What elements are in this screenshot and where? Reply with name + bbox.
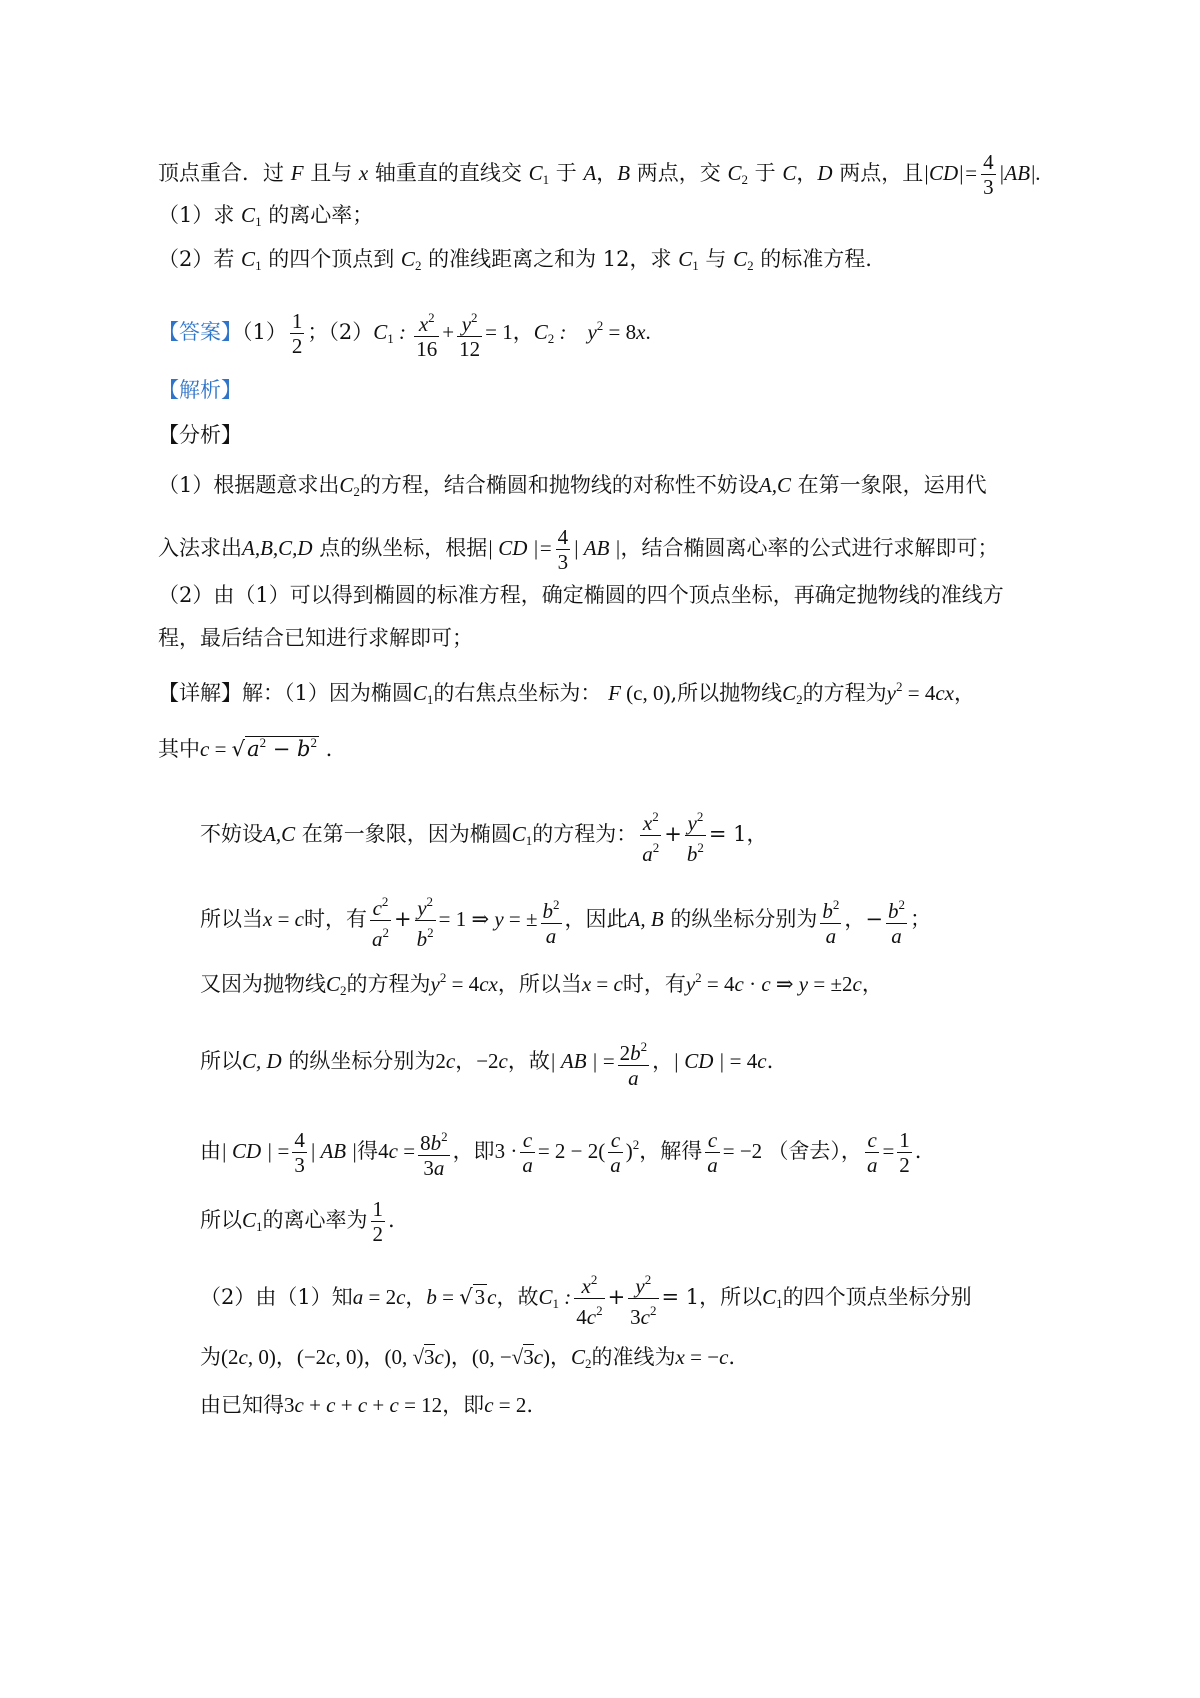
text: 的方程为 [802, 681, 887, 705]
text: 所以 [200, 1049, 242, 1073]
text: 的纵坐标分别为 [288, 1049, 436, 1073]
text: 解：（1）因为椭圆 [242, 681, 413, 705]
fenxi-tag: 【分析】 [158, 423, 242, 447]
detail-line-5: 又因为抛物线$C_2$的方程为$y^2 = 4cx$，所以当x = c时，有$y^2 = 4c \cdot c$ ⇒ y = ±2c， [200, 970, 883, 998]
text: 轴重直的直线交 [368, 161, 529, 185]
math: $y^2 = 4cx$ [430, 970, 498, 996]
analysis-line-2 [158, 525, 998, 574]
math: c = [200, 737, 227, 761]
math: |AB|. [998, 161, 1042, 185]
math: $C_1$ [528, 161, 550, 187]
math: |CD|= [923, 161, 979, 185]
text: ， [796, 161, 818, 185]
fraction: $\frac{c}{a}$ [866, 1128, 878, 1177]
text: 的标准方程. [753, 247, 872, 271]
math: | CD |= [487, 536, 553, 560]
math: $C_1$ [412, 681, 434, 707]
text: 其中 [158, 737, 200, 761]
text: （2）由（1）知 [200, 1285, 353, 1309]
text: （舍去）， [767, 1139, 862, 1163]
detail-line-9: （2）由（1）知a = 2c，b = √3c，故$C_1$ : $\frac{x^2}{4c^2}$ + $\frac{y^2}{3c^2}$ = 1，所以$C_1$的四个顶点坐标分别 [200, 1268, 972, 1329]
question-2 [158, 244, 872, 281]
math: (2c, 0)，(−2c, 0)，(0, √3c)，(0, −√3c)， [221, 1345, 572, 1369]
fraction: $\frac{b^2}{a}$ [541, 893, 562, 948]
text: 的准线距离之和为 12，求 [421, 247, 679, 271]
math: $C_1$ [762, 1285, 783, 1311]
detail-line-7: 由| CD | = $\frac{4}{3}$ | AB |得4c = $\frac{8b^2}{3a}$ ，即3 · $\frac{c}{a}$ = 2 − 2( $\frac{c}{a}$ )$^2$，解得 $\frac{c}{a}$ = −2 （舍去）， $\frac{c}{a}$ = $\frac{1}{2}$ . [200, 1125, 921, 1180]
math: 2c，−2c [435, 1049, 508, 1073]
fraction: $\frac{4}{3}$ [983, 150, 994, 199]
text: 的纵坐标分别为 [670, 907, 818, 931]
math: A,C [263, 822, 296, 846]
fraction: $\frac{c^2}{a^2}$ [370, 890, 391, 951]
sqrt: $√a^2 - b^2$ [231, 735, 317, 761]
fraction: $\frac{c}{a}$ [522, 1128, 533, 1177]
text: 两点，交 [630, 161, 728, 185]
math: 4c = [378, 1139, 416, 1163]
problem-line-1 [158, 150, 1041, 199]
analysis-line-3: （2）由（1）可以得到椭圆的标准方程，确定椭圆的四个顶点坐标，再确定抛物线的准线方 [158, 583, 1004, 607]
math: $C_2$ : $y^2 = 8x$ [533, 318, 646, 346]
detail-line-1: 【详解】解：（1）因为椭圆$C_1$的右焦点坐标为： F (c, 0),所以抛物线$C_2$的方程为$y^2 = 4cx$， [158, 679, 975, 707]
fraction: $\frac{x^2}{a^2}$ [640, 805, 661, 866]
detail-line-4: 所以当x = c时，有 $\frac{c^2}{a^2}$ + $\frac{y^2}{b^2}$ = 1 ⇒ y = ± $\frac{b^2}{a}$ ，因此A, B 的纵坐标分别为 $\frac{b^2}{a}$ ，− $\frac{b^2}{a}$ ； [200, 890, 931, 951]
text: ，解得 [639, 1139, 703, 1163]
fraction: $\frac{4}{3}$ [557, 525, 569, 574]
text: 在第一象限，因为椭圆 [301, 822, 512, 846]
sqrt: √3c [459, 1285, 497, 1309]
fraction: $\frac{y^2}{3c^2}$ [628, 1268, 658, 1329]
text: 由 [200, 1139, 221, 1163]
text: 点的纵坐标，根据 [319, 536, 488, 560]
math: $C_2$ [326, 972, 347, 998]
detail-line-2: 其中$c = √a^2 - b^2$ . [158, 728, 332, 764]
text: ,所以抛物线 [670, 681, 783, 705]
analysis-line-1 [158, 470, 987, 507]
math: A, B [627, 907, 664, 931]
text: 的右焦点坐标为： [433, 681, 602, 705]
text: 的方程为 [346, 972, 431, 996]
text: ，即 [452, 1139, 495, 1163]
math: A,B,C,D [242, 536, 313, 560]
text: （1）求 [158, 203, 242, 227]
math: 3c + c + c + c = 12 [284, 1393, 443, 1417]
text: （2）若 [158, 247, 242, 271]
text: 时，有 [304, 907, 367, 931]
jiexi-tag: 【解析】 [158, 378, 242, 402]
math: . [645, 320, 651, 344]
fraction: $\frac{1}{2}$ [372, 1197, 384, 1246]
math: $C_1$ [241, 203, 262, 229]
text: 的方程，结合椭圆和抛物线的对称性不妨设 [359, 473, 759, 497]
text: 两点，且 [832, 161, 924, 185]
fraction: $\frac{y^2}{b^2}$ [415, 890, 436, 951]
math: = 1， [485, 320, 534, 344]
math: $y^2 = 4cx$ [886, 679, 954, 705]
math: $C_1$ : [373, 320, 412, 346]
text: 的四个顶点坐标分别 [782, 1285, 972, 1309]
math: $y^2 = 4c \cdot c$ ⇒ y = ±2c [685, 970, 862, 996]
text: ，因此 [564, 907, 628, 931]
text: ，故 [496, 1285, 539, 1309]
fraction: $\frac{y^2}{b^2}$ [685, 805, 706, 866]
math: x [358, 161, 369, 185]
math: $C_2$ [339, 473, 360, 499]
math: C, D [242, 1049, 282, 1073]
math: C [782, 161, 797, 185]
text: ，所以当 [497, 972, 582, 996]
fraction: $\frac{x^2}{16}$ [414, 306, 439, 361]
text: ， [596, 161, 618, 185]
text: 时，有 [622, 972, 686, 996]
text: 不妨设 [200, 822, 263, 846]
text: 的方程为： [532, 822, 638, 846]
text: 由已知得 [200, 1393, 284, 1417]
analysis-line-4: 程，最后结合已知进行求解即可； [158, 626, 473, 650]
math: F (c, 0) [608, 681, 671, 705]
detail-line-6: 所以C, D 的纵坐标分别为2c，−2c，故| AB | = $\frac{2b^2}{a}$ ，| CD | = 4c. [200, 1035, 773, 1090]
math: | AB | = [549, 1049, 615, 1073]
detail-line-8: 所以$C_1$的离心率为 $\frac{1}{2}$ . [200, 1197, 395, 1246]
fraction: $\frac{4}{3}$ [294, 1128, 305, 1177]
fraction: $\frac{2b^2}{a}$ [618, 1035, 650, 1090]
math: A,C [758, 473, 791, 497]
fraction: $\frac{1}{2}$ [291, 309, 303, 358]
math: $C_1$ [242, 1208, 263, 1234]
math: $C_1$ : [538, 1285, 572, 1311]
text: 的离心率为 [262, 1208, 368, 1232]
fraction: $\frac{c}{a}$ [610, 1128, 621, 1177]
text: 于 [549, 161, 584, 185]
text: ，即 [442, 1393, 485, 1417]
math: 3 · [494, 1139, 518, 1163]
text: ，结合椭圆离心率的公式进行求解即可； [620, 536, 999, 560]
fraction: $\frac{8b^2}{3a}$ [418, 1125, 450, 1180]
math: F [290, 161, 304, 185]
math: c = 2 [484, 1393, 527, 1417]
answer-line [158, 306, 651, 361]
fraction: $\frac{x^2}{4c^2}$ [574, 1268, 604, 1329]
math: = 2 − 2( [537, 1139, 606, 1163]
math: x = c [263, 907, 304, 931]
text: 所以 [200, 1208, 242, 1232]
text: 顶点重合．过 [158, 161, 291, 185]
math: A [583, 161, 597, 185]
math: + [442, 320, 455, 344]
text: ，故 [507, 1049, 550, 1073]
math: B [617, 161, 631, 185]
math: | CD | = 4c [673, 1049, 767, 1073]
fraction: $\frac{c}{a}$ [707, 1128, 718, 1177]
math: $C_2$ [400, 247, 422, 273]
text: 所以当 [200, 907, 263, 931]
text: 在第一象限，运用代 [797, 473, 987, 497]
text: 且与 [303, 161, 359, 185]
math: | AB | [309, 1139, 358, 1163]
detail-line-11: 由已知得3c + c + c + c = 12，即c = 2. [200, 1393, 534, 1417]
math: $C_1$ [678, 247, 699, 273]
text: 入法求出 [158, 536, 242, 560]
math: $C_1$ [511, 822, 533, 848]
math: D [817, 161, 833, 185]
text: 于 [747, 161, 783, 185]
math: $C_2$ [727, 161, 748, 187]
text: （1）根据题意求出 [158, 473, 340, 497]
question-1 [158, 200, 373, 237]
math: | CD | = [221, 1139, 290, 1163]
math: $C_2$ [571, 1345, 592, 1371]
math: | AB | [573, 536, 621, 560]
fraction: $\frac{b^2}{a}$ [886, 893, 907, 948]
text: 的四个顶点到 [261, 247, 401, 271]
text: ，所以 [699, 1285, 763, 1309]
math: a = 2c [352, 1285, 406, 1309]
text: （1） [242, 320, 287, 344]
math: x = c [581, 972, 623, 996]
detail-tag: 【详解】 [158, 681, 242, 705]
fraction: $\frac{b^2}{a}$ [820, 893, 841, 948]
text: 的准线为 [591, 1345, 676, 1369]
detail-line-10: 为(2c, 0)，(−2c, 0)，(0, √3c)，(0, −√3c)，$C_2$的准线为x = −c. [200, 1345, 736, 1371]
text: ；（2） [307, 320, 374, 344]
math: $C_2$ [733, 247, 754, 273]
math: $C_1$ [241, 247, 262, 273]
text: 为 [200, 1345, 221, 1369]
fraction: $\frac{y^2}{12}$ [457, 306, 482, 361]
text: 得 [357, 1139, 379, 1163]
fraction: $\frac{1}{2}$ [899, 1128, 910, 1177]
math: b = [426, 1285, 454, 1309]
text: 与 [698, 247, 734, 271]
detail-line-3: 不妨设A,C 在第一象限，因为椭圆$C_1$的方程为： $\frac{x^2}{a^2}$ + $\frac{y^2}{b^2}$ = 1， [200, 805, 768, 866]
text: 又因为抛物线 [200, 972, 326, 996]
math: $C_2$ [782, 681, 803, 707]
text: 的离心率； [261, 203, 374, 227]
math: x = −c [675, 1345, 729, 1369]
answer-tag: 【答案】 [158, 320, 242, 344]
